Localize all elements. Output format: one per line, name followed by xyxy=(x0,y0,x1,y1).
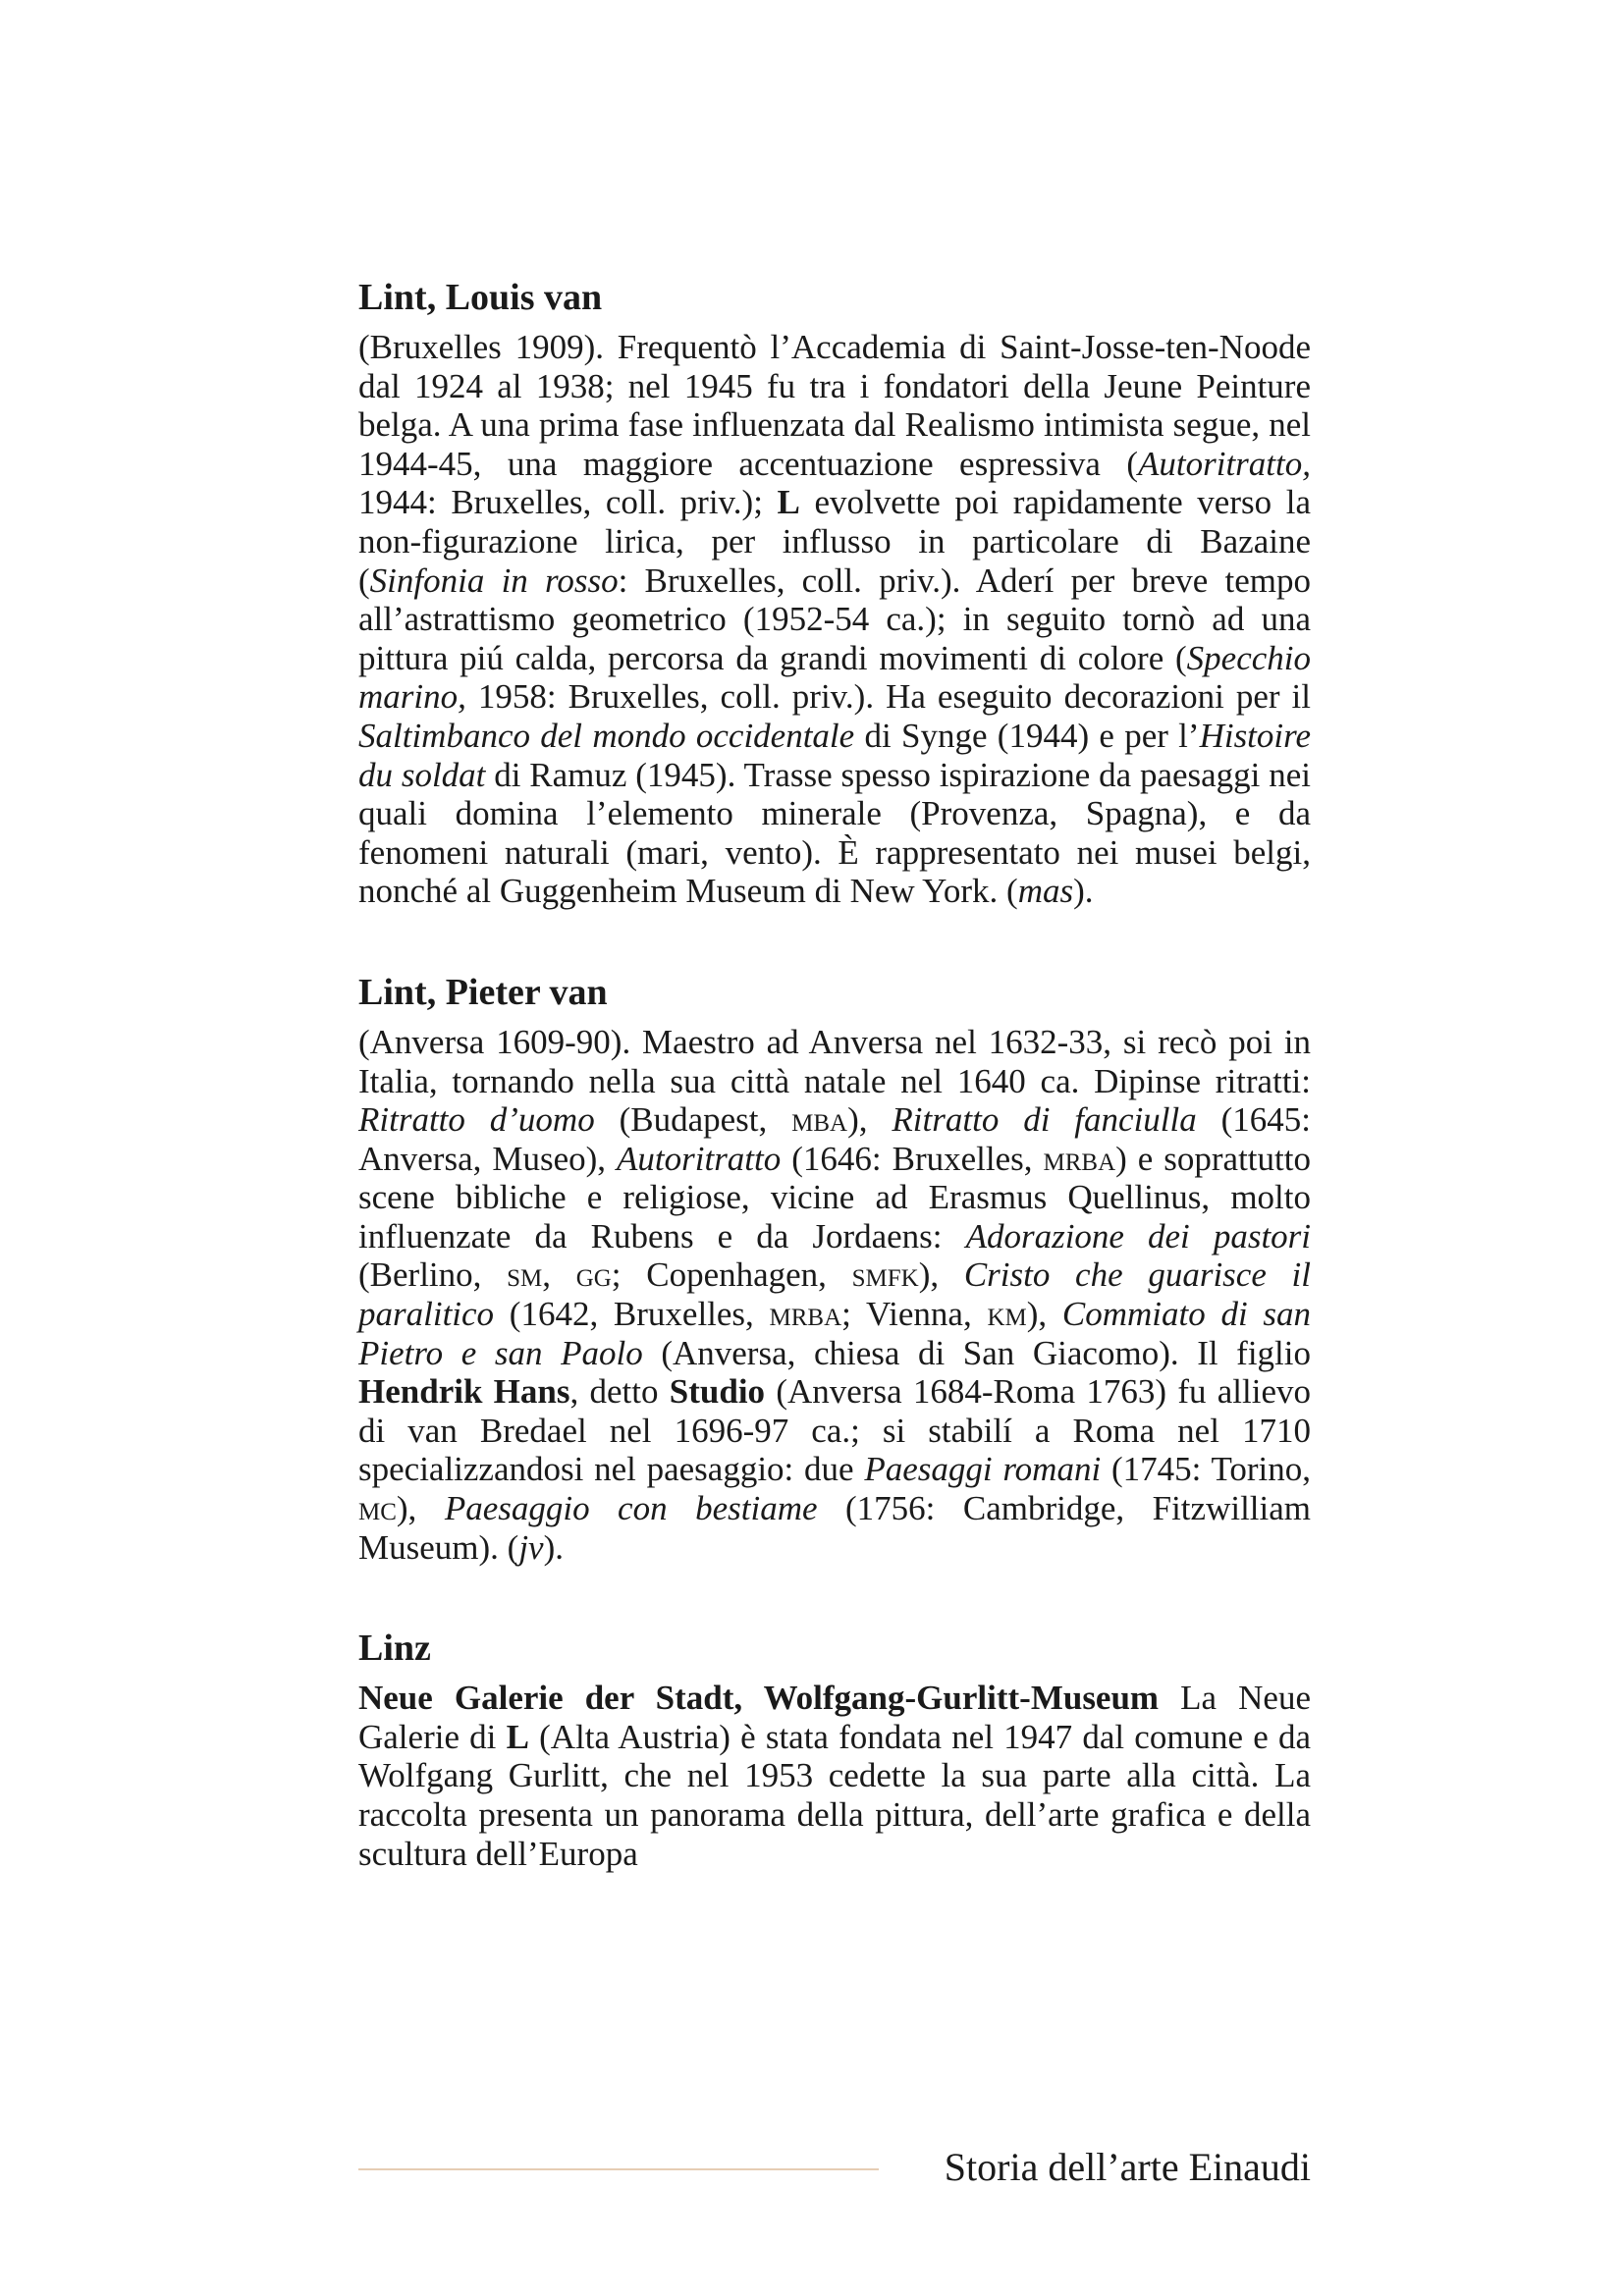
text-segment: Ritratto d’uomo xyxy=(358,1100,595,1140)
text-segment: (1645: Anversa, Museo), xyxy=(358,1100,1312,1178)
text-segment: (Budapest, xyxy=(594,1100,792,1140)
text-segment: L xyxy=(506,1717,529,1756)
text-segment: Saltimbanco del mondo occidentale xyxy=(358,716,855,755)
text-segment: (1745: Torino, xyxy=(1101,1450,1312,1489)
text-segment: (Alta Austria) è stata fondata nel 1947 dal comune e da Wolfgang Gurlitt, che nel 1953 cedette la sua parte alla città. La raccolta presenta un panorama della pittura, dell’arte grafica e della scultura dell’Europa xyxy=(358,1717,1311,1873)
text-segment: Histoire du soldat xyxy=(358,716,1311,794)
entry-body xyxy=(358,1679,1311,1873)
text-segment: Neue Galerie der Stadt, Wolfgang-Gurlitt-Museum xyxy=(358,1679,1160,1718)
text-segment: mas xyxy=(1017,872,1074,911)
text-segment: ), xyxy=(396,1489,445,1528)
text-segment: (1646: Bruxelles, xyxy=(781,1139,1044,1178)
text-segment: Commiato di san Pietro e san Paolo xyxy=(358,1295,1312,1372)
text-segment: Adorazione dei pastori xyxy=(965,1216,1312,1255)
text-segment: Autoritratto, xyxy=(1138,444,1311,483)
text-segment: smfk xyxy=(851,1255,919,1295)
text-segment: Paesaggi romani xyxy=(864,1450,1102,1489)
text-segment: 1944: Bruxelles, coll. priv.); xyxy=(358,483,778,522)
text-segment: L xyxy=(777,483,800,522)
text-segment: ; Copenhagen, xyxy=(611,1255,852,1295)
entry-heading: Linz xyxy=(358,1628,431,1670)
entry-lint-louis xyxy=(358,273,1311,911)
text-segment: 1958: Bruxelles, coll. priv.). Ha eseguito decorazioni per il xyxy=(465,677,1311,717)
entry-body xyxy=(358,328,1311,911)
footer-rule xyxy=(358,2168,879,2170)
text-segment: ), xyxy=(1026,1295,1062,1334)
entry-linz xyxy=(358,1624,1311,1873)
text-segment: Paesaggio con bestiame xyxy=(444,1489,818,1528)
text-segment: (1756: Cambridge, Fitzwilliam Museum). ( xyxy=(358,1489,1311,1567)
text-segment: ; Vienna, xyxy=(841,1295,988,1334)
text-segment: sm xyxy=(507,1255,543,1295)
text-segment: mrba xyxy=(1043,1139,1116,1178)
text-segment: ). xyxy=(543,1527,564,1567)
text-segment: Specchio marino, xyxy=(358,638,1311,717)
text-segment: (Bruxelles 1909). Frequentò l’Accademia di Saint-Josse-ten-Noode dal 1924 al 1938; nel 1945 fu tra i fondatori della Jeune Peinture belga. A una prima fase influenzata dal Realismo intimista segue, nel 1944-45, una maggiore accentuazione espressiva ( xyxy=(358,328,1311,483)
text-segment: : Bruxelles, coll. priv.). Aderí per breve tempo all’astrattismo geometrico (1952-54 ca.); in seguito tornò ad una pittura piú calda, percorsa da grandi movimenti di colore ( xyxy=(358,561,1311,677)
text-segment: gg xyxy=(575,1255,612,1295)
text-segment: ), xyxy=(847,1100,893,1140)
entry-heading: Lint, Louis van xyxy=(358,277,603,318)
text-segment: km xyxy=(987,1295,1027,1334)
text-segment: mrba xyxy=(769,1295,842,1334)
text-segment: mc xyxy=(358,1489,397,1528)
text-segment: , detto xyxy=(569,1372,670,1412)
text-segment: La Neue Galerie di xyxy=(358,1679,1311,1756)
text-segment: (Anversa 1684-Roma 1763) fu allievo di van Bredael nel 1696-97 ca.; si stabilí a Roma nel 1710 specializzandosi nel paesaggio: due xyxy=(358,1372,1311,1489)
text-segment: di Ramuz (1945). Trasse spesso ispirazione da paesaggi nei quali domina l’elemento minerale (Provenza, Spagna), e da fenomeni naturali (mari, vento). È rappresentato nei musei belgi, nonché al Guggenheim Museum di New York. ( xyxy=(358,755,1311,911)
document-page xyxy=(358,273,1311,1930)
footer-title: Storia dell’arte Einaudi xyxy=(944,2145,1311,2189)
text-segment: (1642, Bruxelles, xyxy=(494,1295,770,1334)
text-segment: (Berlino, xyxy=(358,1255,508,1295)
text-segment: (Anversa 1609-90). Maestro ad Anversa nel 1632-33, si recò poi in Italia, tornando nella sua città natale nel 1640 ca. Dipinse ritratti: xyxy=(358,1022,1311,1100)
text-segment: (Anversa, chiesa di San Giacomo). Il figlio xyxy=(642,1333,1311,1372)
text-segment: di Synge (1944) e per l’ xyxy=(854,716,1200,755)
text-segment: Sinfonia in rosso xyxy=(369,561,619,600)
text-segment: Autoritratto xyxy=(617,1139,782,1178)
text-segment: , xyxy=(542,1255,576,1295)
entry-heading: Lint, Pieter van xyxy=(358,971,608,1013)
text-segment: jv xyxy=(518,1527,544,1567)
text-segment: evolvette poi rapidamente verso la non-figurazione lirica, per influsso in particolare di Bazaine ( xyxy=(358,483,1311,600)
text-segment: ), xyxy=(918,1255,964,1295)
text-segment: mba xyxy=(791,1100,848,1140)
text-segment: Cristo che guarisce il paralitico xyxy=(358,1255,1312,1334)
text-segment: Ritratto di fanciulla xyxy=(892,1100,1197,1140)
entry-lint-pieter xyxy=(358,968,1311,1567)
text-segment: Hendrik Hans xyxy=(358,1372,570,1412)
text-segment: ). xyxy=(1073,872,1094,911)
text-segment: Studio xyxy=(669,1372,766,1412)
text-segment: ) e soprattutto scene bibliche e religiose, vicine ad Erasmus Quellinus, molto influenzate da Rubens e da Jordaens: xyxy=(358,1139,1311,1255)
entry-body xyxy=(358,1023,1311,1567)
